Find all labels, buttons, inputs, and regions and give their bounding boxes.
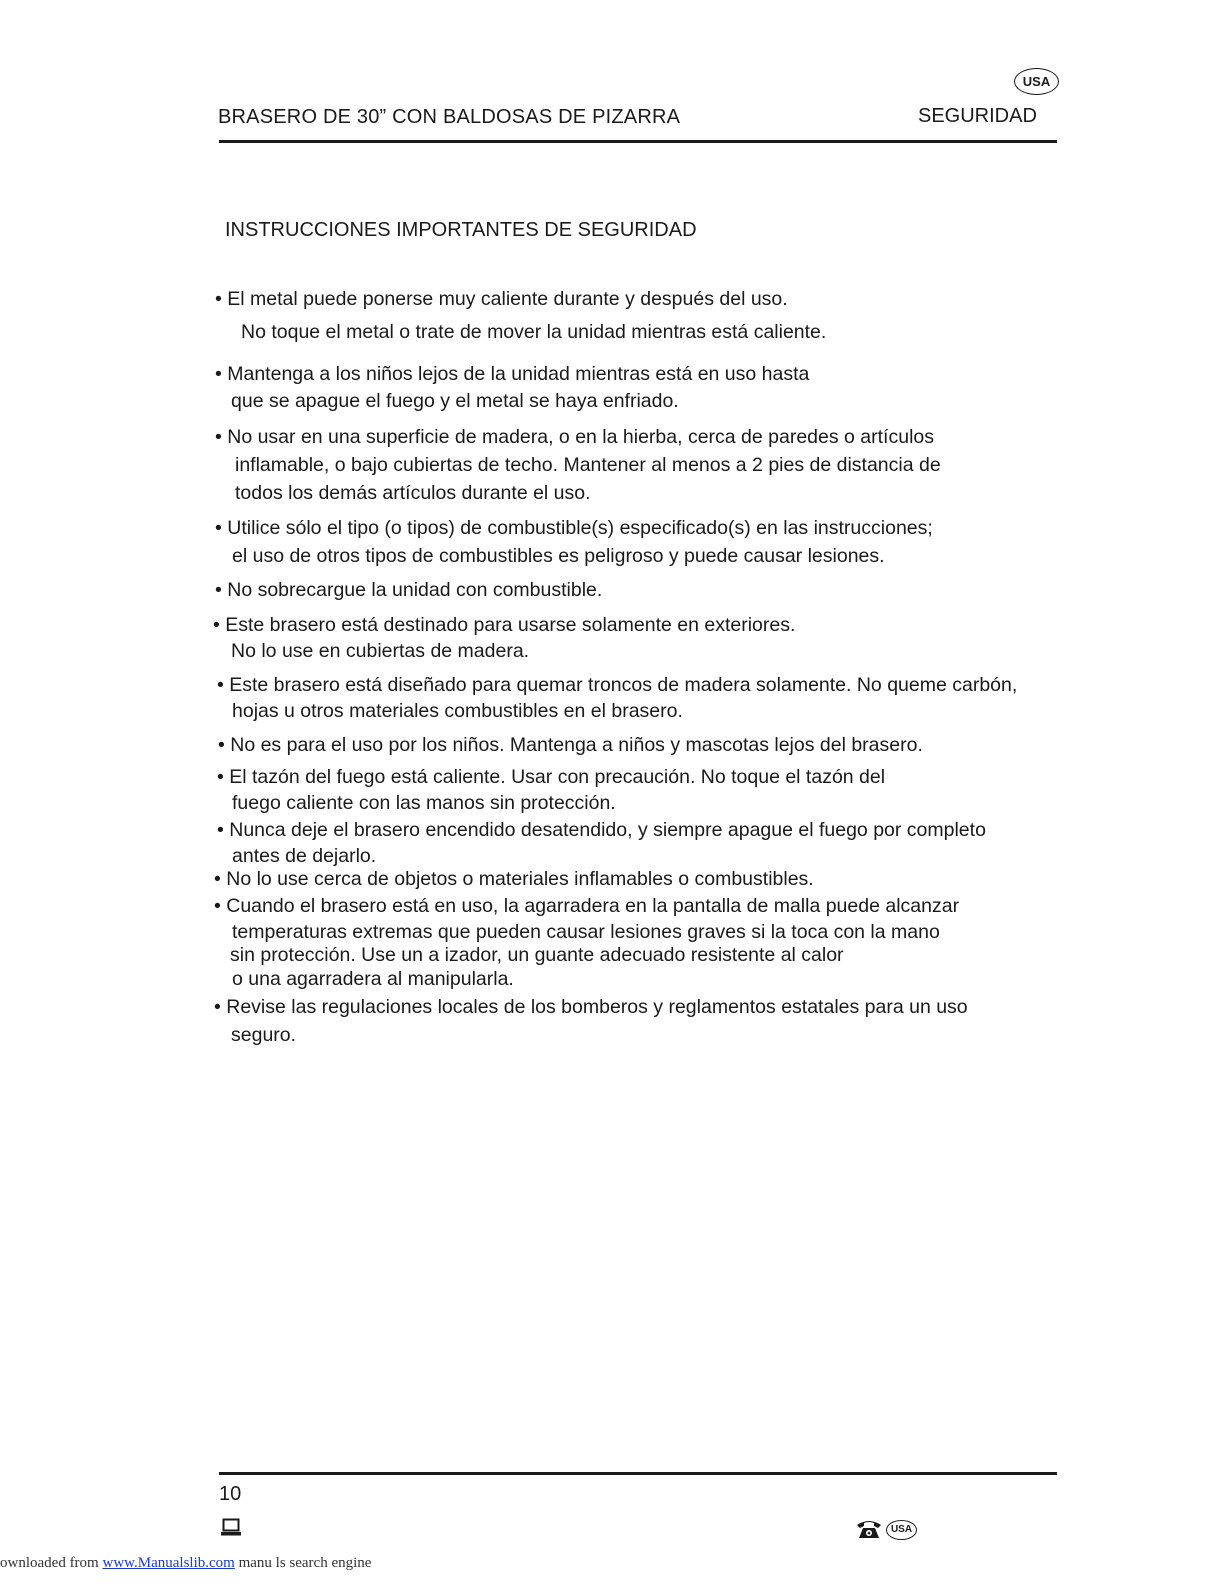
instruction-line: que se apague el fuego y el metal se haya enfriado. bbox=[231, 390, 679, 412]
instruction-line: temperaturas extremas que pueden causar lesiones graves si la toca con la mano bbox=[232, 921, 940, 943]
instruction-line: seguro. bbox=[231, 1024, 297, 1046]
document-title: BRASERO DE 30” CON BALDOSAS DE PIZARRA bbox=[218, 106, 681, 128]
footer-usa-badge bbox=[886, 1520, 917, 1540]
instruction-line: • Mantenga a los niños lejos de la unidad mientras está en uso hasta bbox=[215, 363, 810, 385]
instruction-line: hojas u otros materiales combustibles en el brasero. bbox=[232, 700, 683, 722]
instruction-line: antes de dejarlo. bbox=[232, 845, 377, 867]
instruction-line: todos los demás artículos durante el uso. bbox=[235, 482, 591, 504]
page-number: 10 bbox=[219, 1483, 242, 1505]
instruction-line: • No es para el uso por los niños. Mantenga a niños y mascotas lejos del brasero. bbox=[218, 734, 923, 756]
usa-badge-label: USA bbox=[1022, 74, 1051, 89]
section-title: INSTRUCCIONES IMPORTANTES DE SEGURIDAD bbox=[225, 219, 697, 241]
instruction-line: • Utilice sólo el tipo (o tipos) de combustible(s) especificado(s) en las instrucciones; bbox=[215, 517, 933, 539]
instruction-line: fuego caliente con las manos sin protección. bbox=[232, 792, 616, 814]
laptop-icon bbox=[220, 1518, 242, 1538]
instruction-line: • Este brasero está diseñado para quemar troncos de madera solamente. No queme carbón, bbox=[217, 674, 1018, 696]
header-divider bbox=[219, 140, 1057, 143]
instruction-line: o una agarradera al manipularla. bbox=[232, 968, 514, 990]
instruction-line: • No usar en una superficie de madera, o en la hierba, cerca de paredes o artículos bbox=[215, 426, 934, 448]
instruction-line: • No sobrecargue la unidad con combustible. bbox=[215, 579, 603, 601]
footer-divider bbox=[219, 1472, 1057, 1475]
instruction-line: • El tazón del fuego está caliente. Usar con precaución. No toque el tazón del bbox=[217, 766, 886, 788]
instruction-line: • Este brasero está destinado para usarse solamente en exteriores. bbox=[213, 614, 796, 636]
instruction-line: No lo use en cubiertas de madera. bbox=[231, 640, 530, 662]
telephone-icon bbox=[855, 1518, 883, 1540]
manualslib-link[interactable]: www.Manualslib.com bbox=[102, 1555, 235, 1571]
instruction-line: • No lo use cerca de objetos o materiales inflamables o combustibles. bbox=[214, 868, 814, 890]
instruction-line: • Cuando el brasero está en uso, la agarradera en la pantalla de malla puede alcanzar bbox=[214, 895, 960, 917]
download-prefix: ownloaded from bbox=[0, 1555, 103, 1571]
instruction-line: • Nunca deje el brasero encendido desatendido, y siempre apague el fuego por completo bbox=[217, 819, 986, 841]
instruction-line: inflamable, o bajo cubiertas de techo. Mantener al menos a 2 pies de distancia de bbox=[235, 454, 941, 476]
instruction-line: No toque el metal o trate de mover la unidad mientras está caliente. bbox=[241, 321, 827, 343]
download-notice bbox=[0, 1555, 371, 1572]
instruction-line: • Revise las regulaciones locales de los bomberos y reglamentos estatales para un uso bbox=[214, 996, 968, 1018]
instruction-line: sin protección. Use un a izador, un guante adecuado resistente al calor bbox=[230, 944, 844, 966]
download-suffix: manu ls search engine bbox=[234, 1555, 372, 1571]
instruction-line: el uso de otros tipos de combustibles es peligroso y puede causar lesiones. bbox=[232, 545, 885, 567]
usa-badge bbox=[1014, 68, 1059, 95]
footer-usa-badge-label: USA bbox=[890, 1524, 913, 1535]
instruction-line: • El metal puede ponerse muy caliente durante y después del uso. bbox=[215, 288, 788, 310]
section-label: SEGURIDAD bbox=[918, 105, 1037, 127]
